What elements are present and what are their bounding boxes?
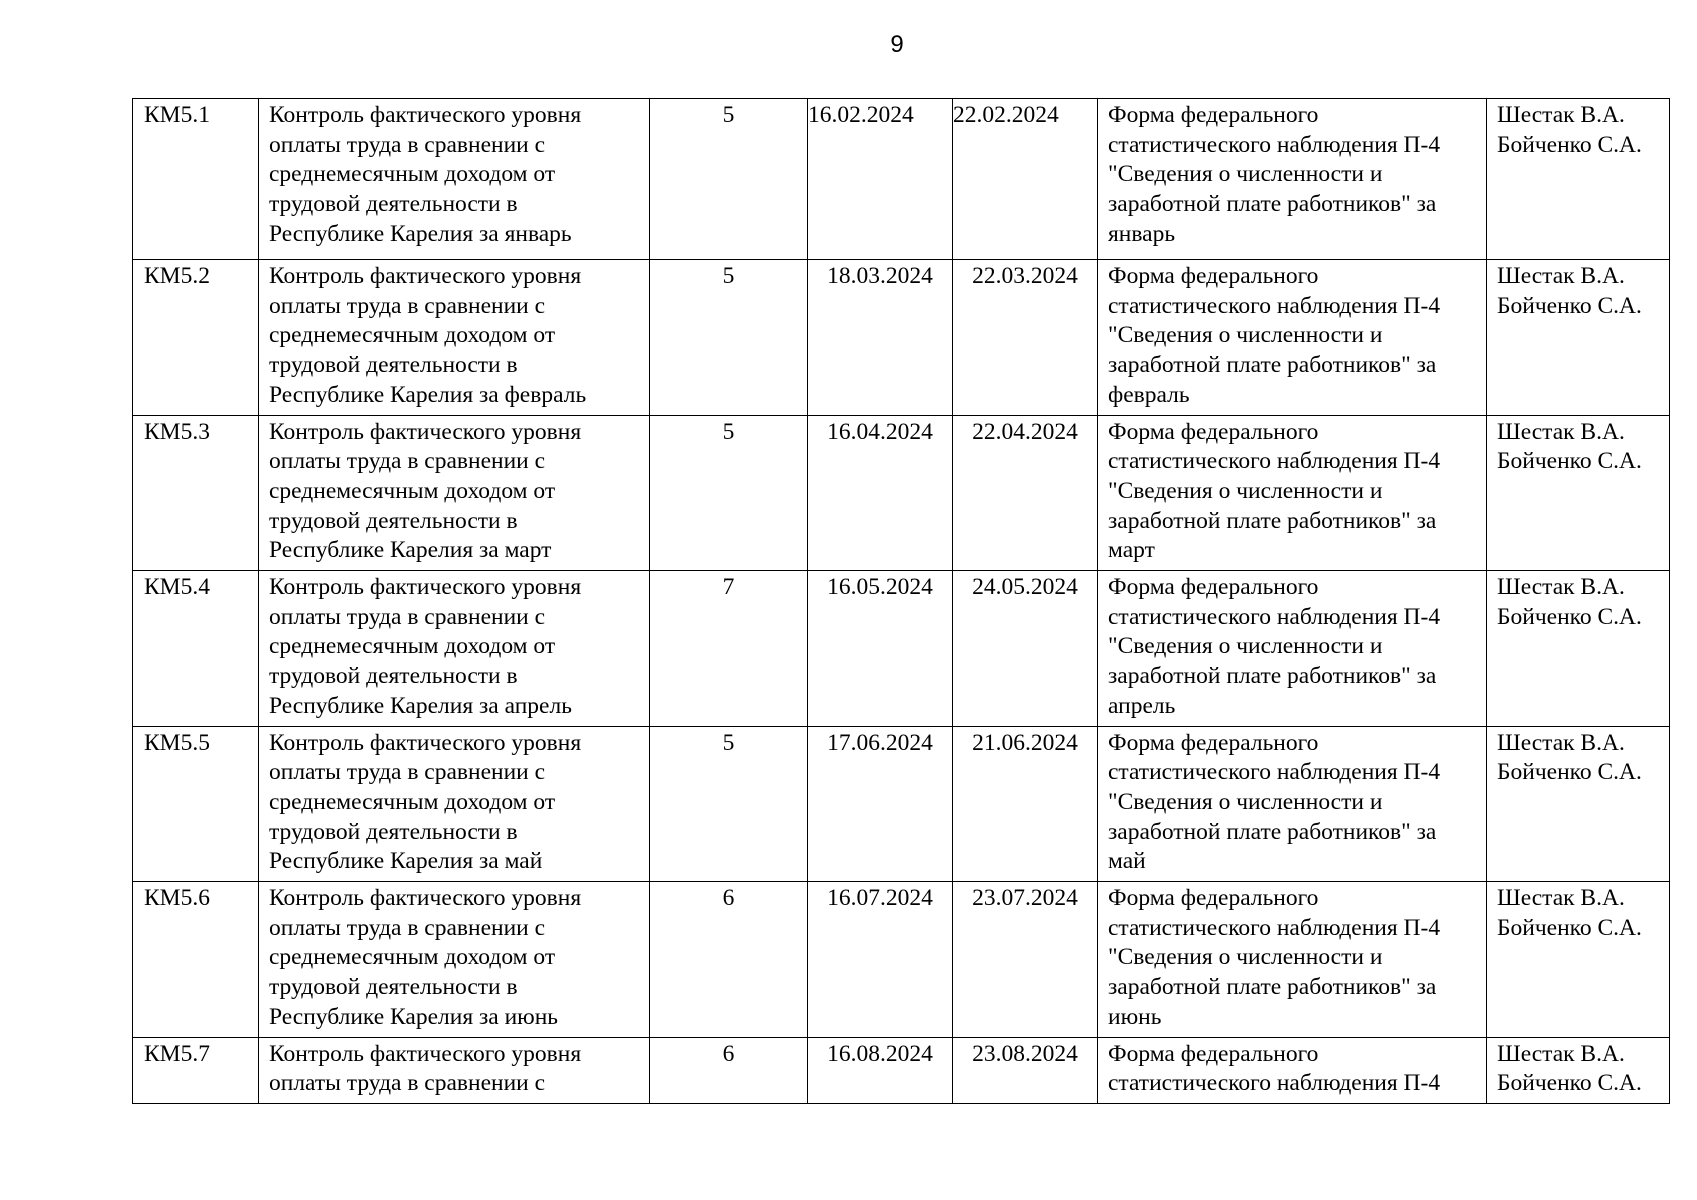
- measure-description-cell: Контроль фактического уровня оплаты труда в сравнении с среднемесячным доходом от трудовой деятельности в Республике Карелия за апрель: [259, 571, 650, 727]
- duration-days-cell: 5: [650, 726, 808, 882]
- measure-description-cell: Контроль фактического уровня оплаты труда в сравнении с среднемесячным доходом от трудовой деятельности в Республике Карелия за март: [259, 415, 650, 571]
- start-date-cell: 16.02.2024: [808, 99, 953, 260]
- end-date-cell: 22.02.2024: [953, 99, 1098, 260]
- measure-code-cell: КМ5.5: [133, 726, 259, 882]
- end-date-cell: 21.06.2024: [953, 726, 1098, 882]
- source-document-cell: Форма федерального статистического наблюдения П-4 "Сведения о численности и заработной плате работников" за февраль: [1098, 260, 1487, 416]
- table-row: [133, 882, 1670, 1038]
- table-row: [133, 415, 1670, 571]
- end-date-cell: 23.07.2024: [953, 882, 1098, 1038]
- duration-days-cell: 6: [650, 882, 808, 1038]
- source-document-cell: Форма федерального статистического наблюдения П-4 "Сведения о численности и заработной плате работников" за январь: [1098, 99, 1487, 260]
- responsible-persons-cell: Шестак В.А. Бойченко С.А.: [1487, 1037, 1670, 1103]
- measure-code-cell: КМ5.2: [133, 260, 259, 416]
- start-date-cell: 16.05.2024: [808, 571, 953, 727]
- start-date-cell: 18.03.2024: [808, 260, 953, 416]
- responsible-persons-cell: Шестак В.А. Бойченко С.А.: [1487, 415, 1670, 571]
- duration-days-cell: 5: [650, 415, 808, 571]
- measure-code-cell: КМ5.4: [133, 571, 259, 727]
- measure-description-cell: Контроль фактического уровня оплаты труда в сравнении с среднемесячным доходом от трудовой деятельности в Республике Карелия за январь: [259, 99, 650, 260]
- start-date-cell: 16.04.2024: [808, 415, 953, 571]
- end-date-cell: 23.08.2024: [953, 1037, 1098, 1103]
- responsible-persons-cell: Шестак В.А. Бойченко С.А.: [1487, 571, 1670, 727]
- table-row: [133, 571, 1670, 727]
- table-row: [133, 99, 1670, 260]
- responsible-persons-cell: Шестак В.А. Бойченко С.А.: [1487, 260, 1670, 416]
- measure-code-cell: КМ5.6: [133, 882, 259, 1038]
- measure-description-cell: Контроль фактического уровня оплаты труда в сравнении с: [259, 1037, 650, 1103]
- start-date-cell: 16.07.2024: [808, 882, 953, 1038]
- source-document-cell: Форма федерального статистического наблюдения П-4: [1098, 1037, 1487, 1103]
- page-number: 9: [890, 31, 904, 58]
- measure-description-cell: Контроль фактического уровня оплаты труда в сравнении с среднемесячным доходом от трудовой деятельности в Республике Карелия за февраль: [259, 260, 650, 416]
- measure-description-cell: Контроль фактического уровня оплаты труда в сравнении с среднемесячным доходом от трудовой деятельности в Республике Карелия за июнь: [259, 882, 650, 1038]
- table-row: [133, 1037, 1670, 1103]
- source-document-cell: Форма федерального статистического наблюдения П-4 "Сведения о численности и заработной плате работников" за июнь: [1098, 882, 1487, 1038]
- responsible-persons-cell: Шестак В.А. Бойченко С.А.: [1487, 99, 1670, 260]
- source-document-cell: Форма федерального статистического наблюдения П-4 "Сведения о численности и заработной плате работников" за март: [1098, 415, 1487, 571]
- duration-days-cell: 5: [650, 260, 808, 416]
- table-row: [133, 726, 1670, 882]
- duration-days-cell: 6: [650, 1037, 808, 1103]
- end-date-cell: 22.03.2024: [953, 260, 1098, 416]
- start-date-cell: 17.06.2024: [808, 726, 953, 882]
- measure-description-cell: Контроль фактического уровня оплаты труда в сравнении с среднемесячным доходом от трудовой деятельности в Республике Карелия за май: [259, 726, 650, 882]
- end-date-cell: 24.05.2024: [953, 571, 1098, 727]
- duration-days-cell: 5: [650, 99, 808, 260]
- measure-code-cell: КМ5.7: [133, 1037, 259, 1103]
- measure-code-cell: КМ5.3: [133, 415, 259, 571]
- duration-days-cell: 7: [650, 571, 808, 727]
- control-measures-table: [132, 98, 1670, 1104]
- table-row: [133, 260, 1670, 416]
- end-date-cell: 22.04.2024: [953, 415, 1098, 571]
- start-date-cell: 16.08.2024: [808, 1037, 953, 1103]
- source-document-cell: Форма федерального статистического наблюдения П-4 "Сведения о численности и заработной плате работников" за май: [1098, 726, 1487, 882]
- measure-code-cell: КМ5.1: [133, 99, 259, 260]
- responsible-persons-cell: Шестак В.А. Бойченко С.А.: [1487, 726, 1670, 882]
- responsible-persons-cell: Шестак В.А. Бойченко С.А.: [1487, 882, 1670, 1038]
- source-document-cell: Форма федерального статистического наблюдения П-4 "Сведения о численности и заработной плате работников" за апрель: [1098, 571, 1487, 727]
